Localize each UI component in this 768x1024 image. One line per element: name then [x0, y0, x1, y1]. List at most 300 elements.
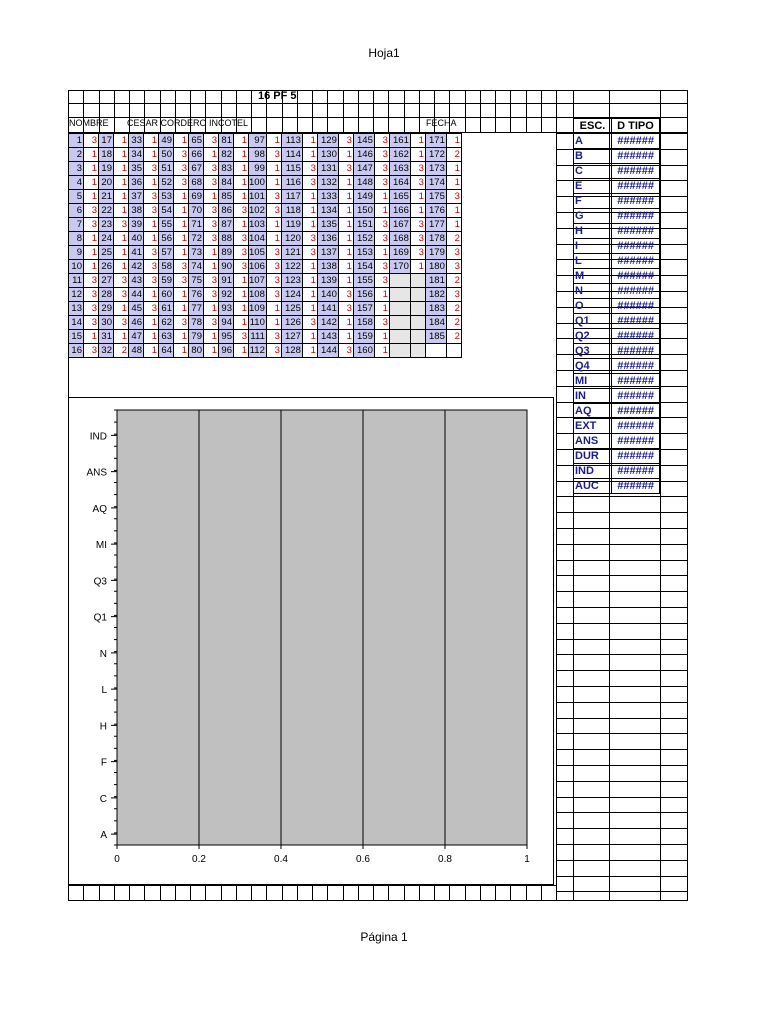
item-number: 139 — [317, 274, 338, 288]
grid-line — [465, 885, 466, 901]
item-score: 3 — [84, 134, 99, 148]
grid-line — [83, 885, 84, 901]
item-score: 3 — [410, 218, 425, 232]
item-number: 146 — [353, 148, 374, 162]
scale-code: IN — [574, 389, 612, 404]
item-score: 3 — [266, 190, 281, 204]
scale-row — [574, 434, 660, 449]
scale-row — [574, 134, 660, 149]
item-score: 3 — [266, 344, 281, 358]
item-number: 104 — [249, 233, 265, 244]
item-score — [410, 288, 425, 302]
item-number: 48 — [129, 344, 144, 358]
item-number: 123 — [281, 274, 302, 288]
item-score: 1 — [174, 344, 189, 358]
item-number: 164 — [389, 176, 410, 190]
item-number: 41 — [129, 246, 144, 260]
grid-line — [556, 607, 688, 608]
item-number: 159 — [353, 330, 374, 344]
scale-code: DUR — [574, 449, 612, 464]
y-tick-label: L — [101, 685, 107, 697]
item-score: 3 — [446, 246, 461, 260]
item-number: 36 — [129, 176, 144, 190]
item-number: 74 — [189, 260, 204, 274]
scale-value: ###### — [612, 299, 660, 314]
item-score: 3 — [204, 232, 219, 246]
item-score: 1 — [374, 302, 389, 316]
item-number: 9 — [69, 246, 84, 260]
item-score: 1 — [144, 148, 159, 162]
scale-row — [574, 299, 660, 314]
scale-code: O — [574, 299, 612, 314]
item-score: 1 — [338, 232, 353, 246]
item-score: 3 — [144, 246, 159, 260]
item-score: 3 — [410, 246, 425, 260]
name-value: CESAR CORDERO INCOTEL — [127, 118, 249, 128]
item-number: 168 — [389, 232, 410, 246]
scale-row — [574, 404, 660, 419]
item-number: 46 — [129, 316, 144, 330]
item-number: 148 — [353, 176, 374, 190]
item-number: 19 — [99, 162, 114, 176]
grid-line — [282, 885, 283, 901]
item-number: 40 — [129, 232, 144, 246]
item-number: 100 — [249, 177, 265, 188]
grid-line — [510, 885, 511, 901]
grid-line — [343, 90, 344, 133]
scale-row — [574, 254, 660, 269]
item-number: 65 — [189, 134, 204, 148]
item-score: 1 — [410, 204, 425, 218]
item-number: 33 — [129, 134, 144, 148]
item-number: 179 — [425, 246, 446, 260]
item-score: 1 — [204, 190, 219, 204]
item-score: 3 — [266, 148, 281, 162]
item-number: 176 — [425, 204, 446, 218]
scale-value: ###### — [612, 134, 660, 149]
y-tick-label: A — [100, 830, 107, 842]
item-number: 165 — [389, 190, 410, 204]
grid-line — [556, 560, 688, 561]
y-tick-label: IND — [89, 431, 107, 443]
item-score: 3 — [204, 316, 219, 330]
item-score: 1 — [302, 260, 317, 274]
item-score: 3 — [302, 232, 317, 246]
form-title: 16 PF 5 — [258, 90, 297, 102]
item-number: 77 — [189, 302, 204, 316]
item-number: 178 — [425, 232, 446, 246]
item-number: 86 — [219, 204, 234, 218]
item-score: 1 — [174, 190, 189, 204]
item-number: 44 — [129, 288, 144, 302]
item-score: 3 — [204, 176, 219, 190]
item-number: 147 — [353, 162, 374, 176]
grid-line — [114, 90, 115, 133]
item-number: 102 — [249, 205, 265, 216]
grid-line — [541, 90, 542, 133]
item-score: 1 — [410, 190, 425, 204]
item-number: 52 — [159, 176, 174, 190]
item-number: 182 — [425, 288, 446, 302]
item-number: 64 — [159, 344, 174, 358]
scale-value: ###### — [612, 434, 660, 449]
item-score: 1 — [84, 162, 99, 176]
item-score: 2 — [446, 274, 461, 288]
scale-value: ###### — [612, 239, 660, 254]
item-score: 3 — [266, 260, 281, 274]
item-score: 1 — [234, 288, 249, 302]
scale-code: I — [574, 239, 612, 254]
item-number: 116 — [281, 176, 302, 190]
item-score: 1 — [234, 274, 249, 288]
item-number: 34 — [129, 148, 144, 162]
item-number: 129 — [317, 134, 338, 148]
item-number: 177 — [425, 218, 446, 232]
item-score: 3 — [302, 176, 317, 190]
item-number: 15 — [69, 330, 84, 344]
item-number: 14 — [69, 316, 84, 330]
item-score: 3 — [204, 134, 219, 148]
item-number: 5 — [69, 190, 84, 204]
item-score: 3 — [84, 288, 99, 302]
item-number: 156 — [353, 288, 374, 302]
item-number: 79 — [189, 330, 204, 344]
item-number: 68 — [189, 176, 204, 190]
item-number: 31 — [99, 330, 114, 344]
item-number: 3 — [69, 162, 84, 176]
item-score: 1 — [204, 260, 219, 274]
plot-area — [117, 410, 527, 845]
scale-row — [574, 374, 660, 389]
item-number: 101 — [249, 191, 265, 202]
item-score: 1 — [266, 316, 281, 330]
item-score: 1 — [144, 316, 159, 330]
item-score: 1 — [234, 176, 249, 190]
item-number: 16 — [69, 344, 84, 358]
item-number: 184 — [425, 316, 446, 330]
item-number: 163 — [389, 162, 410, 176]
item-score: 3 — [338, 344, 353, 358]
item-score: 3 — [374, 274, 389, 288]
item-number: 180 — [425, 260, 446, 274]
scale-value: ###### — [612, 389, 660, 404]
scale-code: Q1 — [574, 314, 612, 329]
table-row — [69, 176, 462, 190]
scales-table — [573, 118, 660, 494]
item-score: 3 — [114, 218, 129, 232]
item-score: 1 — [446, 134, 461, 148]
item-number: 38 — [129, 204, 144, 218]
item-score: 3 — [374, 260, 389, 274]
item-score: 1 — [174, 302, 189, 316]
item-number: 22 — [99, 204, 114, 218]
grid-line — [556, 749, 688, 750]
item-score: 3 — [144, 190, 159, 204]
item-number: 78 — [189, 316, 204, 330]
item-score: 3 — [84, 302, 99, 316]
item-score: 3 — [266, 204, 281, 218]
table-row — [69, 260, 462, 274]
y-tick-label: AQ — [92, 503, 107, 515]
item-score: 1 — [144, 344, 159, 358]
item-number: 124 — [281, 288, 302, 302]
item-number: 153 — [353, 246, 374, 260]
item-score: 3 — [374, 218, 389, 232]
grid-line — [556, 733, 688, 734]
x-tick-label: 0.8 — [438, 854, 452, 865]
item-number: 118 — [281, 204, 302, 218]
table-row — [69, 302, 462, 316]
item-number: 58 — [159, 260, 174, 274]
scale-row — [574, 464, 660, 479]
item-score: 1 — [204, 344, 219, 358]
grid-line — [449, 885, 450, 901]
scale-code: AQ — [574, 404, 612, 419]
grid-line — [327, 90, 328, 133]
item-score: 1 — [410, 260, 425, 274]
item-number: 175 — [425, 190, 446, 204]
grid-line — [526, 90, 527, 133]
item-score: 1 — [174, 232, 189, 246]
item-score: 1 — [234, 162, 249, 176]
x-tick-label: 0.2 — [192, 854, 206, 865]
item-score: 1 — [338, 316, 353, 330]
item-number: 134 — [317, 204, 338, 218]
item-score: 3 — [446, 288, 461, 302]
item-score: 1 — [374, 330, 389, 344]
grid-line — [358, 90, 359, 133]
y-tick-label: ANS — [86, 467, 107, 479]
item-score: 3 — [266, 274, 281, 288]
grid-line — [221, 885, 222, 901]
item-score: 3 — [234, 246, 249, 260]
item-number: 142 — [317, 316, 338, 330]
item-score: 3 — [374, 148, 389, 162]
responses-table — [68, 133, 462, 358]
item-score: 3 — [144, 274, 159, 288]
item-score: 3 — [302, 162, 317, 176]
table-row — [69, 274, 462, 288]
grid-line — [343, 885, 344, 901]
item-number: 183 — [425, 302, 446, 316]
item-number: 167 — [389, 218, 410, 232]
item-score: 3 — [144, 162, 159, 176]
grid-line — [556, 496, 688, 497]
item-score: 1 — [174, 246, 189, 260]
grid-line — [327, 885, 328, 901]
grid-line — [556, 623, 688, 624]
item-number: 96 — [219, 344, 234, 358]
item-number: 135 — [317, 218, 338, 232]
scale-value: ###### — [612, 464, 660, 479]
item-score: 1 — [144, 218, 159, 232]
item-number: 103 — [249, 219, 265, 230]
scale-row — [574, 314, 660, 329]
item-score: 1 — [446, 204, 461, 218]
grid-line — [312, 90, 313, 133]
grid-line — [556, 812, 688, 813]
item-number: 115 — [281, 162, 302, 176]
item-score: 1 — [114, 162, 129, 176]
x-tick-label: 0 — [114, 854, 120, 865]
item-score: 1 — [266, 218, 281, 232]
item-number: 42 — [129, 260, 144, 274]
item-score — [410, 274, 425, 288]
item-score: 1 — [302, 344, 317, 358]
item-score: 3 — [204, 162, 219, 176]
item-number: 132 — [317, 176, 338, 190]
item-score: 1 — [266, 302, 281, 316]
item-number: 67 — [189, 162, 204, 176]
item-score: 3 — [234, 232, 249, 246]
item-score: 1 — [114, 260, 129, 274]
item-number: 126 — [281, 316, 302, 330]
item-number — [425, 344, 446, 358]
item-number: 170 — [389, 260, 410, 274]
grid-line — [160, 885, 161, 901]
grid-line — [251, 885, 252, 901]
item-number: 130 — [317, 148, 338, 162]
item-score: 3 — [410, 176, 425, 190]
item-score: 1 — [302, 218, 317, 232]
grid-line — [556, 591, 688, 592]
item-score: 1 — [338, 148, 353, 162]
item-score: 1 — [234, 148, 249, 162]
scale-code: H — [574, 224, 612, 239]
grid-line — [190, 885, 191, 901]
item-score: 1 — [144, 232, 159, 246]
grid-line — [556, 860, 688, 861]
item-number: 59 — [159, 274, 174, 288]
item-number — [389, 316, 410, 330]
grid-line — [556, 876, 688, 877]
item-score: 1 — [234, 316, 249, 330]
item-score: 1 — [174, 204, 189, 218]
scale-value: ###### — [612, 284, 660, 299]
item-number: 49 — [159, 134, 174, 148]
item-score: 1 — [266, 232, 281, 246]
item-number: 12 — [69, 288, 84, 302]
item-score: 1 — [302, 302, 317, 316]
scale-value: ###### — [612, 314, 660, 329]
item-number: 29 — [99, 302, 114, 316]
item-number: 11 — [69, 274, 84, 288]
item-number — [389, 302, 410, 316]
item-score: 3 — [174, 148, 189, 162]
item-number: 10 — [69, 260, 84, 274]
item-number: 69 — [189, 190, 204, 204]
grid-line — [68, 885, 69, 901]
item-number: 35 — [129, 162, 144, 176]
scale-row — [574, 194, 660, 209]
item-score: 1 — [84, 232, 99, 246]
item-number: 140 — [317, 288, 338, 302]
item-score: 1 — [338, 218, 353, 232]
item-score: 1 — [338, 330, 353, 344]
item-score: 1 — [84, 330, 99, 344]
item-score: 3 — [374, 134, 389, 148]
y-tick-label: F — [100, 757, 107, 769]
item-score: 3 — [174, 162, 189, 176]
grid-line — [556, 512, 688, 513]
item-score: 1 — [84, 260, 99, 274]
item-score: 1 — [114, 176, 129, 190]
item-score: 3 — [204, 204, 219, 218]
item-number: 181 — [425, 274, 446, 288]
item-score: 1 — [410, 148, 425, 162]
item-number: 160 — [353, 344, 374, 358]
item-number: 128 — [281, 344, 302, 358]
grid-line — [373, 885, 374, 901]
item-number: 121 — [281, 246, 302, 260]
scale-value: ###### — [612, 149, 660, 164]
item-score: 3 — [84, 344, 99, 358]
item-score: 1 — [234, 134, 249, 148]
page-footer: Página 1 — [360, 930, 408, 944]
item-score: 3 — [446, 190, 461, 204]
scale-code: Q2 — [574, 329, 612, 344]
item-number: 141 — [317, 302, 338, 316]
item-score: 1 — [338, 190, 353, 204]
item-number: 106 — [249, 261, 265, 272]
scale-value: ###### — [612, 224, 660, 239]
scale-value: ###### — [612, 374, 660, 389]
item-score: 3 — [234, 260, 249, 274]
scale-code: N — [574, 284, 612, 299]
item-number: 81 — [219, 134, 234, 148]
item-number: 109 — [249, 303, 265, 314]
item-score: 1 — [114, 134, 129, 148]
table-row — [69, 190, 462, 204]
item-score: 1 — [204, 148, 219, 162]
grid-line — [266, 885, 267, 901]
scale-value: ###### — [612, 179, 660, 194]
item-number: 158 — [353, 316, 374, 330]
scale-row — [574, 389, 660, 404]
grid-line — [556, 718, 688, 719]
item-number: 66 — [189, 148, 204, 162]
item-score: 1 — [446, 218, 461, 232]
item-number: 162 — [389, 148, 410, 162]
scale-code: Q3 — [574, 344, 612, 359]
item-number: 4 — [69, 176, 84, 190]
item-number: 95 — [219, 330, 234, 344]
item-score: 2 — [446, 330, 461, 344]
item-number: 150 — [353, 204, 374, 218]
item-number: 154 — [353, 260, 374, 274]
item-number: 172 — [425, 148, 446, 162]
item-number: 99 — [249, 162, 267, 176]
grid-line — [388, 885, 389, 901]
item-score: 1 — [266, 176, 281, 190]
scale-row — [574, 209, 660, 224]
item-score: 2 — [446, 302, 461, 316]
item-number: 51 — [159, 162, 174, 176]
grid-line — [358, 885, 359, 901]
item-score: 3 — [374, 162, 389, 176]
profile-chart — [69, 398, 555, 886]
grid-line — [419, 90, 420, 133]
scale-row — [574, 329, 660, 344]
type-header: D TIPO — [612, 119, 660, 134]
scale-code: MI — [574, 374, 612, 389]
item-score — [410, 344, 425, 358]
item-number: 60 — [159, 288, 174, 302]
item-number: 149 — [353, 190, 374, 204]
item-number: 97 — [249, 134, 267, 148]
item-score: 3 — [374, 232, 389, 246]
item-score: 1 — [302, 134, 317, 148]
